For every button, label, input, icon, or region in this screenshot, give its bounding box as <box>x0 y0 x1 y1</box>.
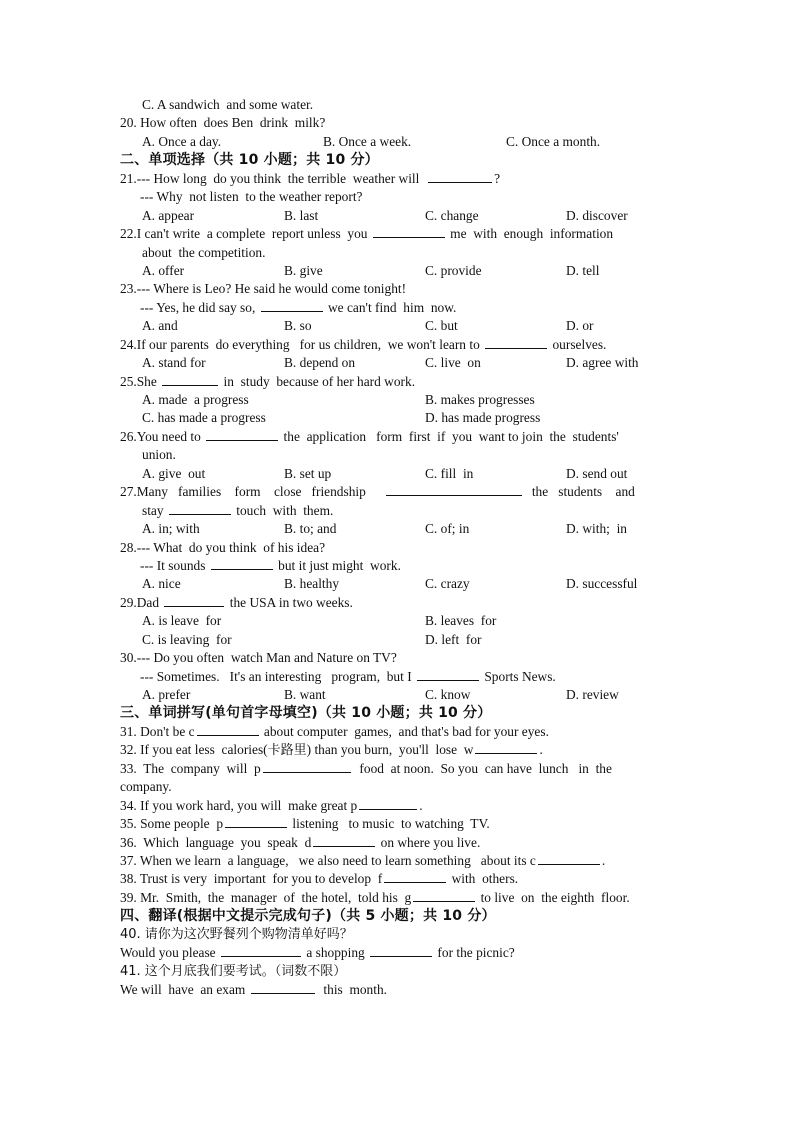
q25-options-row-2 <box>120 409 676 427</box>
q27-text-end: the students and <box>531 484 635 500</box>
q24-blank <box>485 336 547 349</box>
q19-option-c: C. A sandwich and some water. <box>142 97 314 112</box>
q39-text: 39. Mr. Smith, the manager of the hotel, told his g <box>120 889 412 905</box>
q22-stem <box>120 225 676 243</box>
q40-chinese: 40. 请你为这次野餐列个购物清单好吗？ <box>120 926 353 942</box>
q36-blank <box>313 834 375 847</box>
q32-blank <box>475 741 537 754</box>
q38-text: 38. Trust is very important for you to develop f <box>120 871 383 887</box>
q20-options <box>120 133 676 151</box>
q36-text: 36. Which language you speak d <box>120 834 312 850</box>
q22-option-a: A. offer <box>142 262 185 278</box>
q25-option-c: C. has made a progress <box>142 410 266 426</box>
q27-text: 27.Many families form close friendship <box>120 484 366 500</box>
q32-hint: 卡路里 <box>267 743 307 759</box>
q24-option-b: B. depend on <box>284 355 356 371</box>
q23-options <box>120 317 676 335</box>
q20-option-c: C. Once a month. <box>506 133 601 149</box>
q30-text-end: Sports News. <box>481 668 556 684</box>
q25-option-a: A. made a progress <box>142 392 249 407</box>
q41-chinese: 41. 这个月底我们要考试。（词数不限） <box>120 963 347 979</box>
q24-option-c: C. live on <box>425 355 481 371</box>
q34-text: 34. If you work hard, you will make great p <box>120 797 358 813</box>
q36-text-end: on where you live. <box>377 834 481 850</box>
q40-blank-1 <box>221 944 301 957</box>
q26-option-b: B. set up <box>284 465 332 481</box>
q22-blank <box>373 225 445 238</box>
q35-blank <box>225 815 287 828</box>
q26-stem-2: union. <box>142 447 176 463</box>
q40-english <box>120 944 676 962</box>
q26-option-a: A. give out <box>142 465 206 481</box>
q35-text-end: listening to music to watching TV. <box>289 816 490 832</box>
q25-option-b: B. makes progresses <box>425 392 535 407</box>
q41-english <box>120 981 676 999</box>
q26-option-c: C. fill in <box>425 465 474 481</box>
q33-line-2: company. <box>120 779 172 795</box>
q37-text-end: . <box>601 852 606 868</box>
q28-stem: 28.--- What do you think of his idea? <box>120 539 326 555</box>
q38-blank <box>384 870 446 883</box>
q21-stem <box>120 170 676 188</box>
q26-option-d: D. send out <box>566 465 628 481</box>
q32 <box>120 741 676 759</box>
q30-stem-2 <box>120 668 676 686</box>
q23-option-b: B. so <box>284 318 312 334</box>
q22-stem-2: about the competition. <box>142 244 266 260</box>
q22-text: 22.I can't write a complete report unless you <box>120 226 371 242</box>
q25-blank <box>162 373 218 386</box>
q27-option-a: A. in; with <box>142 521 200 537</box>
q39-blank <box>413 889 475 902</box>
q27-option-c: C. of; in <box>425 521 470 537</box>
q29-options-row-1 <box>120 612 676 630</box>
q24-stem <box>120 336 676 354</box>
q40-blank-2 <box>370 944 432 957</box>
q32-text: 32. If you eat less calories( <box>120 742 268 758</box>
q37-blank <box>538 852 600 865</box>
q40-text: Would you please <box>120 945 219 961</box>
q41-text-end: this month. <box>316 982 388 997</box>
q28-blank <box>211 557 273 570</box>
q26-blank <box>206 428 278 441</box>
q38 <box>120 870 676 888</box>
q27-option-d: D. with; in <box>566 521 628 537</box>
q26-text: 26.You need to <box>120 428 205 444</box>
q39-text-end: to live on the eighth floor. <box>477 889 630 905</box>
q31-text: 31. Don't be c <box>120 723 195 739</box>
q30-option-c: C. know <box>425 687 471 702</box>
exam-page <box>120 96 676 999</box>
q28-option-a: A. nice <box>142 576 181 592</box>
q28-option-c: C. crazy <box>425 576 470 592</box>
q21-option-d: D. discover <box>566 207 628 223</box>
section-3-heading: 三、单词拼写(单句首字母填空)（共 10 小题；共 10 分） <box>120 705 492 722</box>
q23-stem: 23.--- Where is Leo? He said he would come tonight! <box>120 281 407 297</box>
q36 <box>120 834 676 852</box>
q39 <box>120 889 676 907</box>
q32-text-mid: ) than you burn, you'll lose w <box>306 742 474 758</box>
q22-options <box>120 262 676 280</box>
q31-blank <box>197 723 259 736</box>
q30-blank <box>417 668 479 681</box>
q28-option-d: D. successful <box>566 576 638 592</box>
q25-text-end: in study because of her hard work. <box>220 373 416 389</box>
q21-option-b: B. last <box>284 207 319 223</box>
q26-text-end: the application form first if you want to join the students' <box>280 428 619 444</box>
q23-option-a: A. and <box>142 318 178 334</box>
q21-options <box>120 207 676 225</box>
q22-option-b: B. give <box>284 262 323 278</box>
q28-option-b: B. healthy <box>284 576 340 592</box>
q21-blank <box>428 170 492 183</box>
q27-text-2: stay <box>142 502 167 518</box>
q28-text: --- It sounds <box>140 557 209 573</box>
q27-stem-2 <box>120 502 676 520</box>
q33 <box>120 760 676 778</box>
q28-options <box>120 575 676 593</box>
q29-option-a: A. is leave for <box>142 613 222 629</box>
q24-options <box>120 354 676 372</box>
q29-blank <box>164 594 224 607</box>
q35-text: 35. Some people p <box>120 816 224 832</box>
q37 <box>120 852 676 870</box>
section-2-heading: 二、单项选择（共 10 小题；共 10 分） <box>120 152 379 169</box>
q24-option-a: A. stand for <box>142 355 206 371</box>
q29-text: 29.Dad <box>120 594 163 610</box>
q23-option-c: C. but <box>425 318 458 334</box>
q29-option-c: C. is leaving for <box>142 631 232 647</box>
q33-text: 33. The company will p <box>120 760 261 776</box>
q24-text-end: ourselves. <box>549 336 607 352</box>
q30-option-a: A. prefer <box>142 687 191 702</box>
q26-options <box>120 465 676 483</box>
q40-text-mid: a shopping <box>302 945 369 961</box>
q28-stem-2 <box>120 557 676 575</box>
q24-option-d: D. agree with <box>566 355 639 371</box>
q27-text-2-end: touch with them. <box>232 502 334 518</box>
q25-option-d: D. has made progress <box>425 410 541 426</box>
q32-text-end: . <box>539 742 543 758</box>
q20-stem: 20. How often does Ben drink milk? <box>120 115 326 131</box>
q33-text-end: food at noon. So you can have lunch in the <box>352 760 612 776</box>
q35 <box>120 815 676 833</box>
q34-text-end: . <box>419 797 423 813</box>
q27-options <box>120 520 676 538</box>
q29-option-d: D. left for <box>425 631 482 647</box>
q41-blank <box>251 981 315 994</box>
q20-option-a: A. Once a day. <box>142 133 222 149</box>
q22-option-d: D. tell <box>566 262 600 278</box>
q27-stem <box>120 483 676 501</box>
q23-stem-2 <box>120 299 676 317</box>
q20-option-b: B. Once a week. <box>323 133 412 149</box>
q23-option-d: D. or <box>566 318 594 334</box>
q24-text: 24.If our parents do everything for us children, we won't learn to <box>120 336 484 352</box>
q29-text-end: the USA in two weeks. <box>226 594 353 610</box>
q29-option-b: B. leaves for <box>425 613 497 629</box>
q22-option-c: C. provide <box>425 262 482 278</box>
q21-option-a: A. appear <box>142 207 195 223</box>
q33-blank <box>263 760 351 773</box>
q21-text: 21.--- How long do you think the terrible weather will <box>120 170 427 186</box>
q38-text-end: with others. <box>448 871 519 887</box>
q29-stem <box>120 594 676 612</box>
q21-text-end: ? <box>494 170 501 186</box>
q41-text: We will have an exam <box>120 982 249 997</box>
q21-option-c: C. change <box>425 207 479 223</box>
q27-option-b: B. to; and <box>284 521 337 537</box>
q37-text: 37. When we learn a language, we also need to learn something about its c <box>120 852 536 868</box>
q29-options-row-2 <box>120 631 676 649</box>
q31 <box>120 723 676 741</box>
q34-blank <box>359 797 417 810</box>
q30-option-d: D. review <box>566 687 619 702</box>
q30-text: --- Sometimes. It's an interesting program, but I <box>140 668 416 684</box>
q27-blank-2 <box>169 502 231 515</box>
q40-text-end: for the picnic? <box>434 945 515 961</box>
q26-stem <box>120 428 676 446</box>
q25-text: 25.She <box>120 373 161 389</box>
q31-text-end: about computer games, and that's bad for your eyes. <box>260 723 549 739</box>
q28-text-end: but it just might work. <box>274 557 401 573</box>
q30-stem: 30.--- Do you often watch Man and Nature on TV? <box>120 650 397 666</box>
q27-blank-1 <box>386 483 522 496</box>
q25-options-row-1 <box>120 391 676 409</box>
q21-stem-2: --- Why not listen to the weather report? <box>140 189 363 205</box>
q23-text-end: we can't find him now. <box>324 299 457 315</box>
section-4-heading: 四、翻译(根据中文提示完成句子)（共 5 小题；共 10 分） <box>120 908 496 925</box>
q23-text: --- Yes, he did say so, <box>140 299 259 315</box>
q34 <box>120 797 676 815</box>
q25-stem <box>120 373 676 391</box>
q30-option-b: B. want <box>284 687 326 702</box>
q23-blank <box>261 299 323 312</box>
q22-text-end: me with enough information <box>446 226 614 242</box>
q30-options <box>120 686 676 704</box>
